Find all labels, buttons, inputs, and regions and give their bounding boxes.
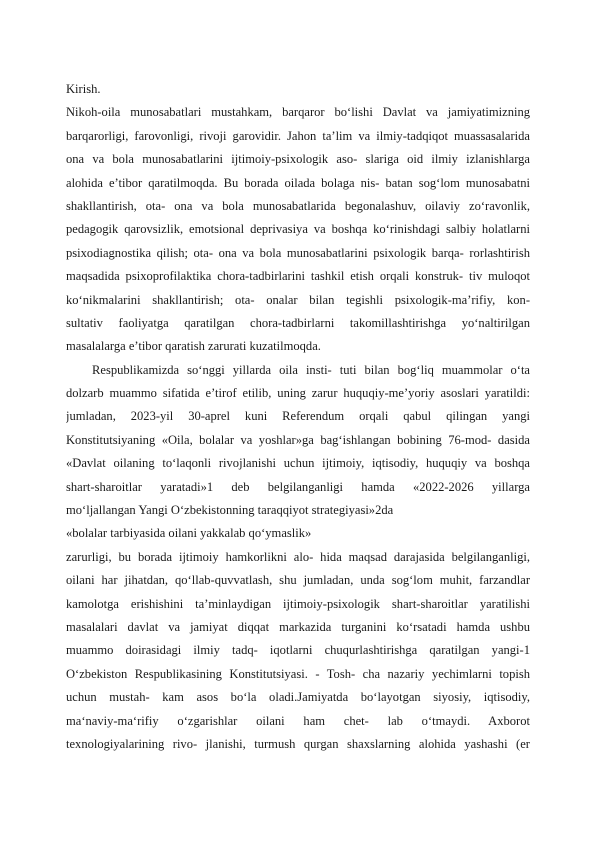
text-line: psixodiagnostika qilish; ota- ona va bola munosabatlarini psixologik barqa- rorlashtirish: [66, 245, 530, 260]
text-line: Nikoh-oila munosabatlari mustahkam, barqaror bo‘lishi Davlat va jamiyatimizning: [66, 105, 530, 120]
text-line: maqsadida psixoprofilaktika chora-tadbirlarini tashkil etish orqali konstruk- tiv muloqot: [66, 269, 530, 284]
paragraph-start-line: Respublikamizda so‘nggi yillarda oila insti- tuti bilan bog‘liq muammolar o‘ta: [92, 362, 530, 377]
text-line: shart-sharoitlar yaratadi»1 deb belgilanganligi hamda «2022-2026 yillarga: [66, 479, 530, 494]
text-line: muammo doirasidagi ilmiy tadq- iqotlarni chuqurlashtirishga qaratilgan yangi-1: [66, 643, 530, 658]
text-line: ona va bola munosabatlarini ijtimoiy-psixologik aso- slariga oid ilmiy izlanishlarga: [66, 152, 530, 167]
text-line: texnologiyalarining rivo- jlanishi, turmush qurgan shaxslarning alohida yashashi (er: [66, 736, 530, 751]
text-line: mo‘ljallangan Yangi O‘zbekistonning taraqqiyot strategiyasi»2da: [66, 503, 394, 518]
body-text: [66, 78, 530, 756]
text-line: ko‘nikmalarini shakllantirish; ota- onalar bilan tegishli psixologik-ma’rifiy, kon-: [66, 292, 530, 307]
text-line: zarurligi, bu borada ijtimoiy hamkorlikni alo- hida maqsad darajasida belgilanganligi,: [66, 549, 530, 564]
text-line: dolzarb muammo sifatida e’tirof etilib, uning zarur huquqiy-me’yoriy asoslari yaratildi:: [66, 386, 530, 401]
text-line: pedagogik qarovsizlik, emotsional deprivasiya va boshqa ko‘rinishdagi salbiy holatlarni: [66, 222, 530, 237]
text-line: kamolotga erishishini ta’minlaydigan ijtimoiy-psixologik shart-sharoitlar yaratilishi: [66, 596, 530, 611]
heading-kirish: Kirish.: [66, 82, 101, 96]
text-line: Konstitutsiyaning «Oila, bolalar va yoshlar»ga bag‘ishlangan bobining 76-mod- dasida: [66, 432, 530, 447]
text-line: «bolalar tarbiyasida oilani yakkalab qo‘ymaslik»: [66, 526, 312, 541]
text-line: alohida e’tibor qaratilmoqda. Bu borada oilada bolaga nis- batan sog‘lom munosabatni: [66, 175, 530, 190]
text-line: barqarorligi, farovonligi, rivoji garovidir. Jahon ta’lim va ilmiy-tadqiqot muassasalarida: [66, 128, 530, 143]
text-line: masalalarga e’tibor qaratish zarurati kuzatilmoqda.: [66, 339, 321, 354]
text-line: masalalari davlat va jamiyat diqqat markazida turganini ko‘rsatadi hamda ushbu: [66, 619, 530, 634]
text-line: «Davlat oilaning to‘laqonli rivojlanishi uchun ijtimoiy, iqtisodiy, huquqiy va boshqa: [66, 456, 530, 471]
text-line: jumladan, 2023-yil 30-aprel kuni Referendum orqali qabul qilingan yangi: [66, 409, 530, 424]
text-line: O‘zbekiston Respublikasining Konstitutsiyasi. - Tosh- cha nazariy yechimlarni topish: [66, 666, 530, 681]
text-line: ma‘naviy-ma‘rifiy o‘zgarishlar oilani ham chet- lab o‘tmaydi. Axborot: [66, 713, 530, 728]
text-line: oilani har jihatdan, qo‘llab-quvvatlash, shu jumladan, unda sog‘lom muhit, farzandlar: [66, 573, 530, 588]
text-line: shakllantirish, ota- ona va bola munosabatlarida begonalashuv, oilaviy zo‘ravonlik,: [66, 198, 530, 213]
text-line: sultativ faoliyatga qaratilgan chora-tadbirlarni takomillashtirishga yo‘naltirilgan: [66, 315, 530, 330]
text-line: uchun mustah- kam asos bo‘la oladi.Jamiyatda bo‘layotgan siyosiy, iqtisodiy,: [66, 690, 530, 705]
